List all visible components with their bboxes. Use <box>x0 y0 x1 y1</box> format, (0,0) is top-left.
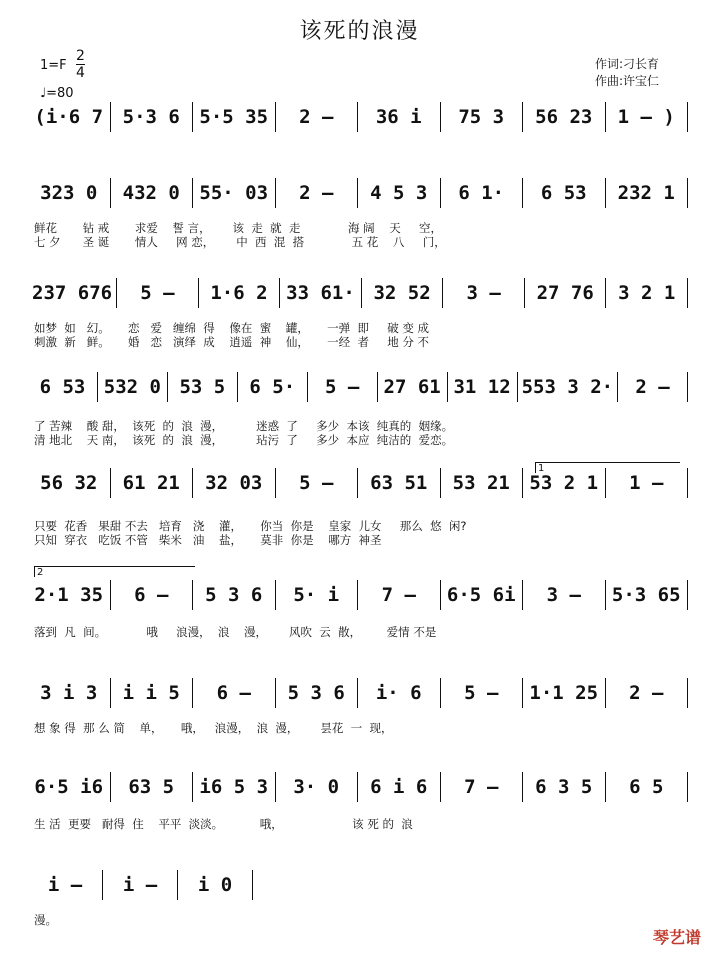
measure: 6 53 <box>522 178 605 208</box>
measure: 1 – <box>605 468 688 498</box>
measure: 6 i 6 <box>357 772 440 802</box>
measure: 2 – <box>275 102 358 132</box>
volta-first: 1 <box>535 462 680 473</box>
measure: 75 3 <box>440 102 523 132</box>
notation-row <box>28 578 688 612</box>
measure: 6 – <box>192 678 275 708</box>
notation-row <box>28 770 688 804</box>
measure: 3 i 3 <box>40 682 98 704</box>
measure: 7 – <box>440 772 523 802</box>
measure: 1 – ) <box>605 102 688 132</box>
measure: 5·3 65 <box>605 580 688 610</box>
notation-row <box>28 676 688 710</box>
measure: 63 51 <box>357 468 440 498</box>
measure: 56 23 <box>522 102 605 132</box>
lyric-line: 鲜花 钻 戒 求爱 誓 言， 该 走 就 走 海 阔 天 空， <box>34 221 443 235</box>
measure: 32 03 <box>192 468 275 498</box>
measure: 27 76 <box>524 278 606 308</box>
measure: 5 – <box>307 372 377 402</box>
lyric-line: 只知 穿衣 吃饭 不管 柴米 油 盐， 莫非 你是 哪方 神圣 <box>34 533 382 547</box>
measure: 3· 0 <box>275 772 358 802</box>
measure: 4 5 3 <box>357 178 440 208</box>
lyric-line: 落到 凡 间。 哦 浪漫， 浪 漫， 风吹 云 散， 爱情 不是 <box>34 625 437 639</box>
measure: 31 12 <box>447 372 517 402</box>
measure: 323 0 <box>40 182 98 204</box>
measure: 2·1 35 <box>34 584 104 606</box>
measure: 1·1 25 <box>522 678 605 708</box>
measure: 432 0 <box>110 178 193 208</box>
measure: 6 5 <box>605 772 688 802</box>
volta-second: 2 <box>34 566 195 577</box>
measure: 33 61· <box>279 278 361 308</box>
measure: 553 3 2· <box>517 372 618 402</box>
measure: 1·6 2 <box>198 278 280 308</box>
notation-row <box>28 276 688 310</box>
measure: 3 – <box>442 278 524 308</box>
lyric-line: 生 活 更要 耐得 住 平平 淡淡。 哦， 该 死 的 浪 <box>34 817 413 831</box>
measure: 7 – <box>357 580 440 610</box>
notation-row <box>28 100 688 134</box>
measure: 5 – <box>116 278 198 308</box>
lyric-line: 想 象 得 那 么 简 单， 哦， 浪漫， 浪 漫， 昙花 一 现， <box>34 721 393 735</box>
measure: 232 1 <box>605 178 688 208</box>
measure: 3 – <box>522 580 605 610</box>
credits <box>595 56 659 90</box>
measure: 6 – <box>110 580 193 610</box>
measure: 36 i <box>357 102 440 132</box>
measure: 5·5 35 <box>192 102 275 132</box>
lyric-line: 七 夕 圣 诞 情人 网 恋， 中 西 混 搭 五 花 八 门， <box>34 235 446 249</box>
measure: 3 2 1 <box>605 278 687 308</box>
measure: 32 52 <box>361 278 443 308</box>
lyric-line: 漫。 <box>34 913 57 927</box>
measure: 53 21 <box>440 468 523 498</box>
measure: i – <box>102 870 177 900</box>
notation-row <box>28 868 253 902</box>
measure: 61 21 <box>110 468 193 498</box>
lyric-line: 刺激 新 鲜。 婚 恋 演绎 成 逍遥 神 仙， 一经 者 地 分 不 <box>34 335 430 349</box>
notation-row <box>28 370 688 404</box>
page-title: 该死的浪漫 <box>299 19 420 44</box>
measure: i i 5 <box>110 678 193 708</box>
measure: 532 0 <box>97 372 167 402</box>
lyricist: 作词:刁长育 <box>594 57 659 71</box>
measure: 237 676 <box>32 282 113 304</box>
measure: 5 – <box>440 678 523 708</box>
measure: 53 2 1 <box>522 468 605 498</box>
measure: 63 5 <box>110 772 193 802</box>
lyric-line: 如梦 如 幻。 恋 爱 缠绵 得 像在 蜜 罐， 一弹 即 破 变 成 <box>34 321 430 335</box>
measure: 6 5· <box>237 372 307 402</box>
time-signature <box>76 48 85 81</box>
measure: 56 32 <box>40 472 98 494</box>
lyric-line: 只要 花香 果甜 不去 培育 浇 灌， 你当 你是 皇家 儿女 那么 悠 闲? <box>34 519 467 533</box>
time-bottom: 4 <box>76 65 85 81</box>
measure: 53 5 <box>167 372 237 402</box>
measure: i 0 <box>177 870 252 900</box>
notation-row <box>28 176 688 210</box>
site-logo: 琴艺谱 <box>652 928 701 947</box>
measure: 6·5 i6 <box>34 776 104 798</box>
measure: 6 1· <box>440 178 523 208</box>
measure: 2 – <box>617 372 687 402</box>
measure: i6 5 3 <box>192 772 275 802</box>
measure: 5· i <box>275 580 358 610</box>
tempo: ♩=80 <box>40 86 74 101</box>
measure: 2 – <box>275 178 358 208</box>
measure: 5 3 6 <box>192 580 275 610</box>
measure: 2 – <box>605 678 688 708</box>
measure: i – <box>47 874 83 896</box>
measure: i· 6 <box>357 678 440 708</box>
measure: 27 61 <box>377 372 447 402</box>
lyric-line: 清 地北 天 南， 该死 的 浪 漫， 玷污 了 多少 本应 纯洁的 爱恋。 <box>34 433 454 447</box>
time-top: 2 <box>76 48 85 64</box>
composer: 作曲:许宝仁 <box>594 74 659 88</box>
measure: (i·6 7 <box>34 106 104 128</box>
measure: 55· 03 <box>192 178 275 208</box>
measure: 5·3 6 <box>110 102 193 132</box>
measure: 6 3 5 <box>522 772 605 802</box>
measure: 5 3 6 <box>275 678 358 708</box>
measure: 6·5 6i <box>440 580 523 610</box>
measure: 5 – <box>275 468 358 498</box>
key-signature: 1=F <box>40 58 67 73</box>
lyric-line: 了 苦辣 酸 甜， 该死 的 浪 漫， 迷惑 了 多少 本该 纯真的 姻缘。 <box>34 419 454 433</box>
measure: 6 53 <box>39 376 86 398</box>
